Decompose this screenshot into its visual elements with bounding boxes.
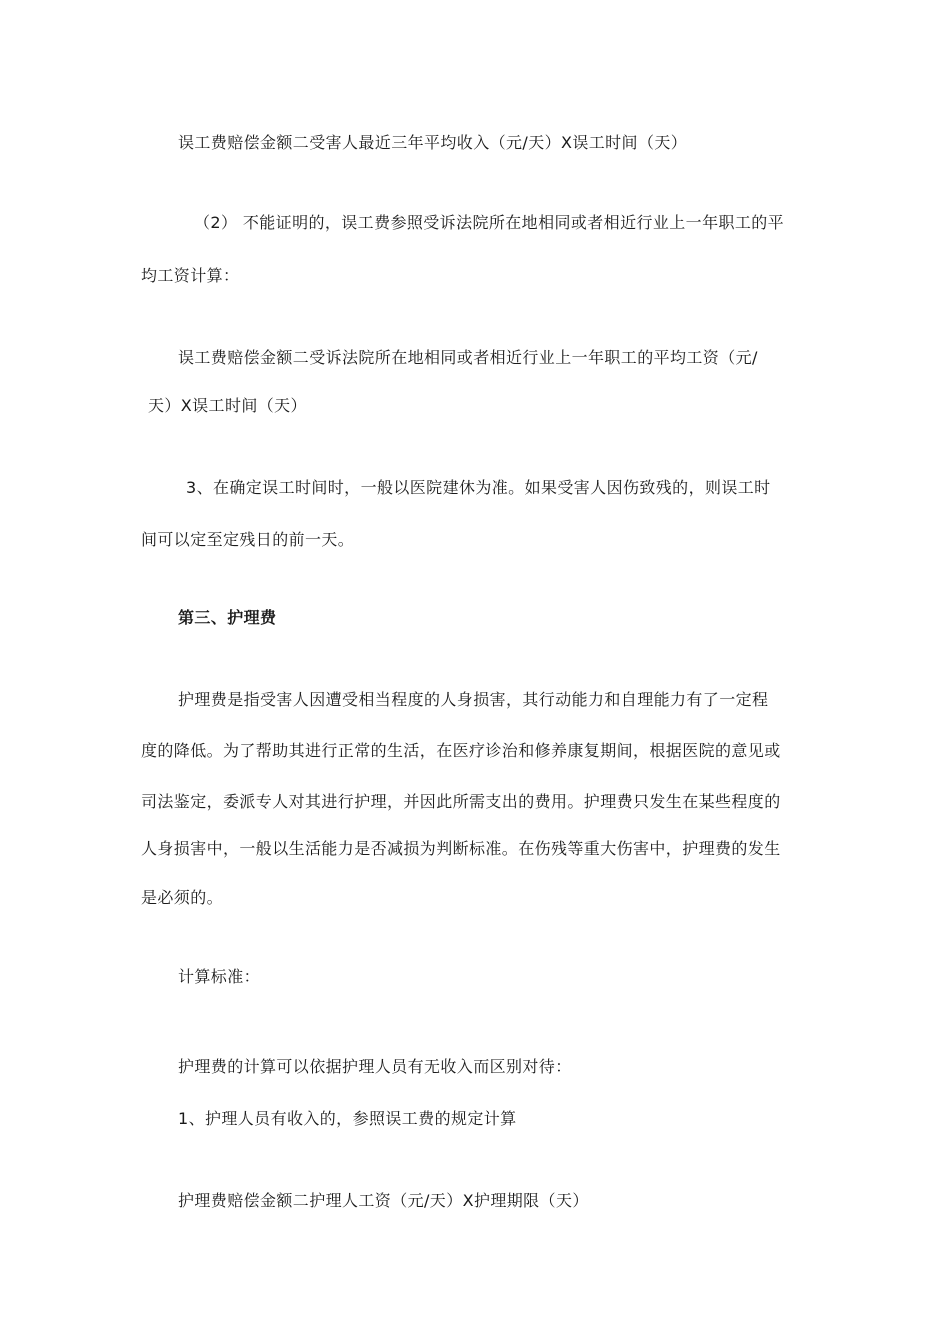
section-heading: 第三、护理费 [178, 608, 277, 627]
paragraph-line: 1、护理人员有收入的，参照误工费的规定计算 [178, 1109, 517, 1128]
paragraph-line: 3、在确定误工时间时，一般以医院建休为准。如果受害人因伤致残的，则误工时 [186, 478, 771, 497]
paragraph-line: 误工费赔偿金额二受诉法院所在地相同或者相近行业上一年职工的平均工资（元/ [178, 348, 758, 367]
paragraph-line: 间可以定至定残日的前一天。 [141, 530, 355, 549]
paragraph-line: 护理费是指受害人因遭受相当程度的人身损害，其行动能力和自理能力有了一定程 [178, 690, 769, 709]
paragraph-line: 司法鉴定，委派专人对其进行护理，并因此所需支出的费用。护理费只发生在某些程度的 [141, 792, 781, 811]
paragraph-line: 护理费赔偿金额二护理人工资（元/天）X护理期限（天） [178, 1191, 589, 1210]
paragraph-line: 计算标准： [178, 967, 261, 986]
paragraph-line: 是必须的。 [141, 888, 224, 907]
paragraph-line: 均工资计算： [141, 266, 240, 285]
paragraph-line: 天）X误工时间（天） [148, 396, 307, 415]
paragraph-line: （2） 不能证明的，误工费参照受诉法院所在地相同或者相近行业上一年职工的平 [194, 213, 785, 232]
paragraph-line: 护理费的计算可以依据护理人员有无收入而区别对待： [178, 1057, 572, 1076]
paragraph-line: 误工费赔偿金额二受害人最近三年平均收入（元/天）X误工时间（天） [178, 133, 688, 152]
paragraph-line: 人身损害中，一般以生活能力是否减损为判断标准。在伤残等重大伤害中，护理费的发生 [141, 839, 781, 858]
paragraph-line: 度的降低。为了帮助其进行正常的生活，在医疗诊治和修养康复期间，根据医院的意见或 [141, 741, 781, 760]
